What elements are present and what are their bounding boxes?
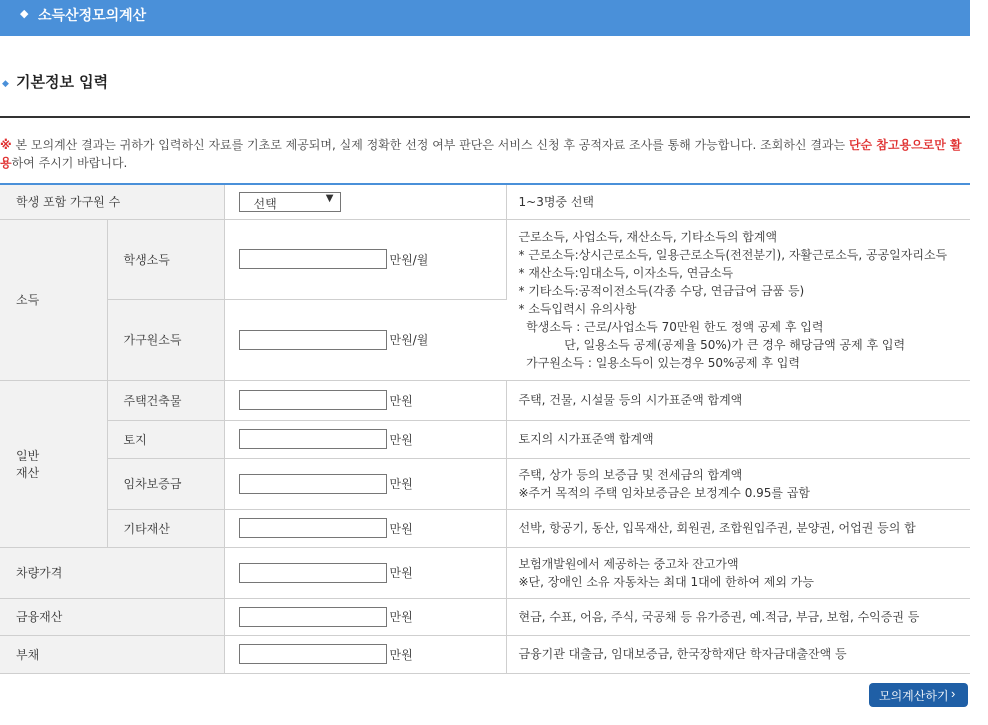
income-desc-line: * 소득입력시 유의사항	[518, 301, 637, 316]
income-desc	[506, 219, 970, 380]
deposit-label: 임차보증금	[107, 458, 224, 509]
notice-highlight: 단순 참고용으로만 활용	[0, 138, 962, 170]
housing-cell	[224, 380, 506, 420]
deposit-desc-line: 주택, 상가 등의 보증금 및 전세금의 합계액	[518, 467, 743, 482]
student-income-row	[0, 219, 970, 299]
deposit-desc-line: ※주거 목적의 주택 임차보증금은 보정계수 0.95를 곱함	[518, 485, 811, 500]
income-label: 소득	[0, 219, 107, 380]
family-income-label: 가구원소득	[107, 299, 224, 380]
family-income-cell	[224, 299, 506, 380]
family-income-input[interactable]	[239, 330, 387, 350]
debt-desc: 금융기관 대출금, 임대보증금, 한국장학재단 학자금대출잔액 등	[506, 635, 970, 673]
housing-desc: 주택, 건물, 시설물 등의 시가표준액 합계액	[506, 380, 970, 420]
vehicle-desc	[506, 547, 970, 598]
household-select-value: 선택	[253, 196, 277, 211]
general-property-label-line: 일반	[16, 448, 40, 463]
general-property-label-line: 재산	[16, 465, 40, 480]
land-unit: 만원	[389, 432, 413, 447]
other-property-row	[0, 509, 970, 547]
student-income-cell	[224, 219, 506, 299]
dropdown-arrow-icon: ▼	[325, 192, 334, 204]
financial-input[interactable]	[239, 607, 387, 627]
land-input[interactable]	[239, 429, 387, 449]
input-form-table	[0, 183, 970, 674]
financial-unit: 만원	[389, 610, 413, 624]
other-property-label: 기타재산	[107, 509, 224, 547]
vehicle-desc-line: ※단, 장애인 소유 자동차는 최대 1대에 한하여 제외 가능	[518, 574, 814, 589]
chevron-right-icon: ›	[951, 686, 956, 701]
other-property-unit: 만원	[389, 521, 413, 536]
financial-label: 금융재산	[0, 598, 224, 635]
debt-cell	[224, 635, 506, 673]
debt-input[interactable]	[239, 644, 387, 664]
title-bar	[0, 0, 970, 36]
section-title: 기본정보 입력	[16, 73, 109, 91]
debt-unit: 만원	[389, 647, 413, 662]
financial-desc: 현금, 수표, 어음, 주식, 국공채 등 유가증권, 예.적금, 부금, 보험, 수익증권 등	[506, 598, 970, 635]
income-desc-line: 근로소득, 사업소득, 재산소득, 기타소득의 합계액	[518, 229, 778, 244]
other-property-cell	[224, 509, 506, 547]
income-desc-line: 학생소득 : 근로/사업소득 70만원 한도 정액 공제 후 입력	[518, 319, 824, 334]
student-income-label: 학생소득	[107, 219, 224, 299]
financial-cell	[224, 598, 506, 635]
notice-mark: ※	[0, 138, 12, 152]
deposit-row	[0, 458, 970, 509]
household-select[interactable]	[239, 192, 341, 212]
calculate-button[interactable]	[869, 683, 968, 707]
land-desc: 토지의 시가표준액 합계액	[506, 420, 970, 458]
diamond-icon: ◆	[20, 7, 29, 20]
household-row	[0, 184, 970, 219]
other-property-input[interactable]	[239, 518, 387, 538]
notice	[0, 136, 970, 172]
vehicle-cell	[224, 547, 506, 598]
land-cell	[224, 420, 506, 458]
deposit-cell	[224, 458, 506, 509]
vehicle-desc-line: 보험개발원에서 제공하는 중고차 잔고가액	[518, 556, 739, 571]
land-label: 토지	[107, 420, 224, 458]
income-desc-line: * 근로소득:상시근로소득, 일용근로소득(전전분기), 자활근로소득, 공공일자리소득	[518, 247, 948, 262]
other-property-desc: 선박, 항공기, 동산, 입목재산, 회원권, 조합원입주권, 분양권, 어업권 등의 합	[506, 509, 970, 547]
deposit-unit: 만원	[389, 477, 413, 491]
debt-row	[0, 635, 970, 673]
notice-text: 본 모의계산 결과는 귀하가 입력하신 자료를 기초로 제공되며, 실제 정확한 선정 여부 판단은 서비스 신청 후 공적자료 조사를 통해 가능합니다. 조회하신 결과는	[11, 138, 849, 152]
general-property-label	[0, 380, 107, 547]
vehicle-unit: 만원	[389, 566, 413, 580]
student-income-unit: 만원/월	[389, 252, 429, 267]
income-desc-line: 가구원소득 : 일용소득이 있는경우 50%공제 후 입력	[518, 355, 800, 370]
land-row	[0, 420, 970, 458]
student-income-input[interactable]	[239, 249, 387, 269]
household-label: 학생 포함 가구원 수	[0, 184, 224, 219]
diamond-bullet-icon: ◆	[2, 79, 9, 89]
housing-input[interactable]	[239, 390, 387, 410]
housing-label: 주택건축물	[107, 380, 224, 420]
notice-tail: 하여 주시기 바랍니다.	[11, 156, 128, 170]
housing-row	[0, 380, 970, 420]
household-input-cell	[224, 184, 506, 219]
family-income-unit: 만원/월	[389, 333, 429, 347]
housing-unit: 만원	[389, 393, 413, 408]
vehicle-input[interactable]	[239, 563, 387, 583]
page-title: 소득산정모의계산	[38, 8, 147, 24]
vehicle-label: 차량가격	[0, 547, 224, 598]
income-desc-line: * 기타소득:공적이전소득(각종 수당, 연금급여 금품 등)	[518, 283, 805, 298]
deposit-desc	[506, 458, 970, 509]
financial-row	[0, 598, 970, 635]
calculate-button-label: 모의계산하기	[879, 689, 949, 703]
income-desc-line: 단, 일용소득 공제(공제율 50%)가 큰 경우 해당금액 공제 후 입력	[518, 337, 906, 352]
deposit-input[interactable]	[239, 474, 387, 494]
vehicle-row	[0, 547, 970, 598]
household-desc: 1~3명중 선택	[506, 184, 970, 219]
income-desc-line: * 재산소득:임대소득, 이자소득, 연금소득	[518, 265, 734, 280]
section-header	[0, 68, 970, 118]
debt-label: 부채	[0, 635, 224, 673]
